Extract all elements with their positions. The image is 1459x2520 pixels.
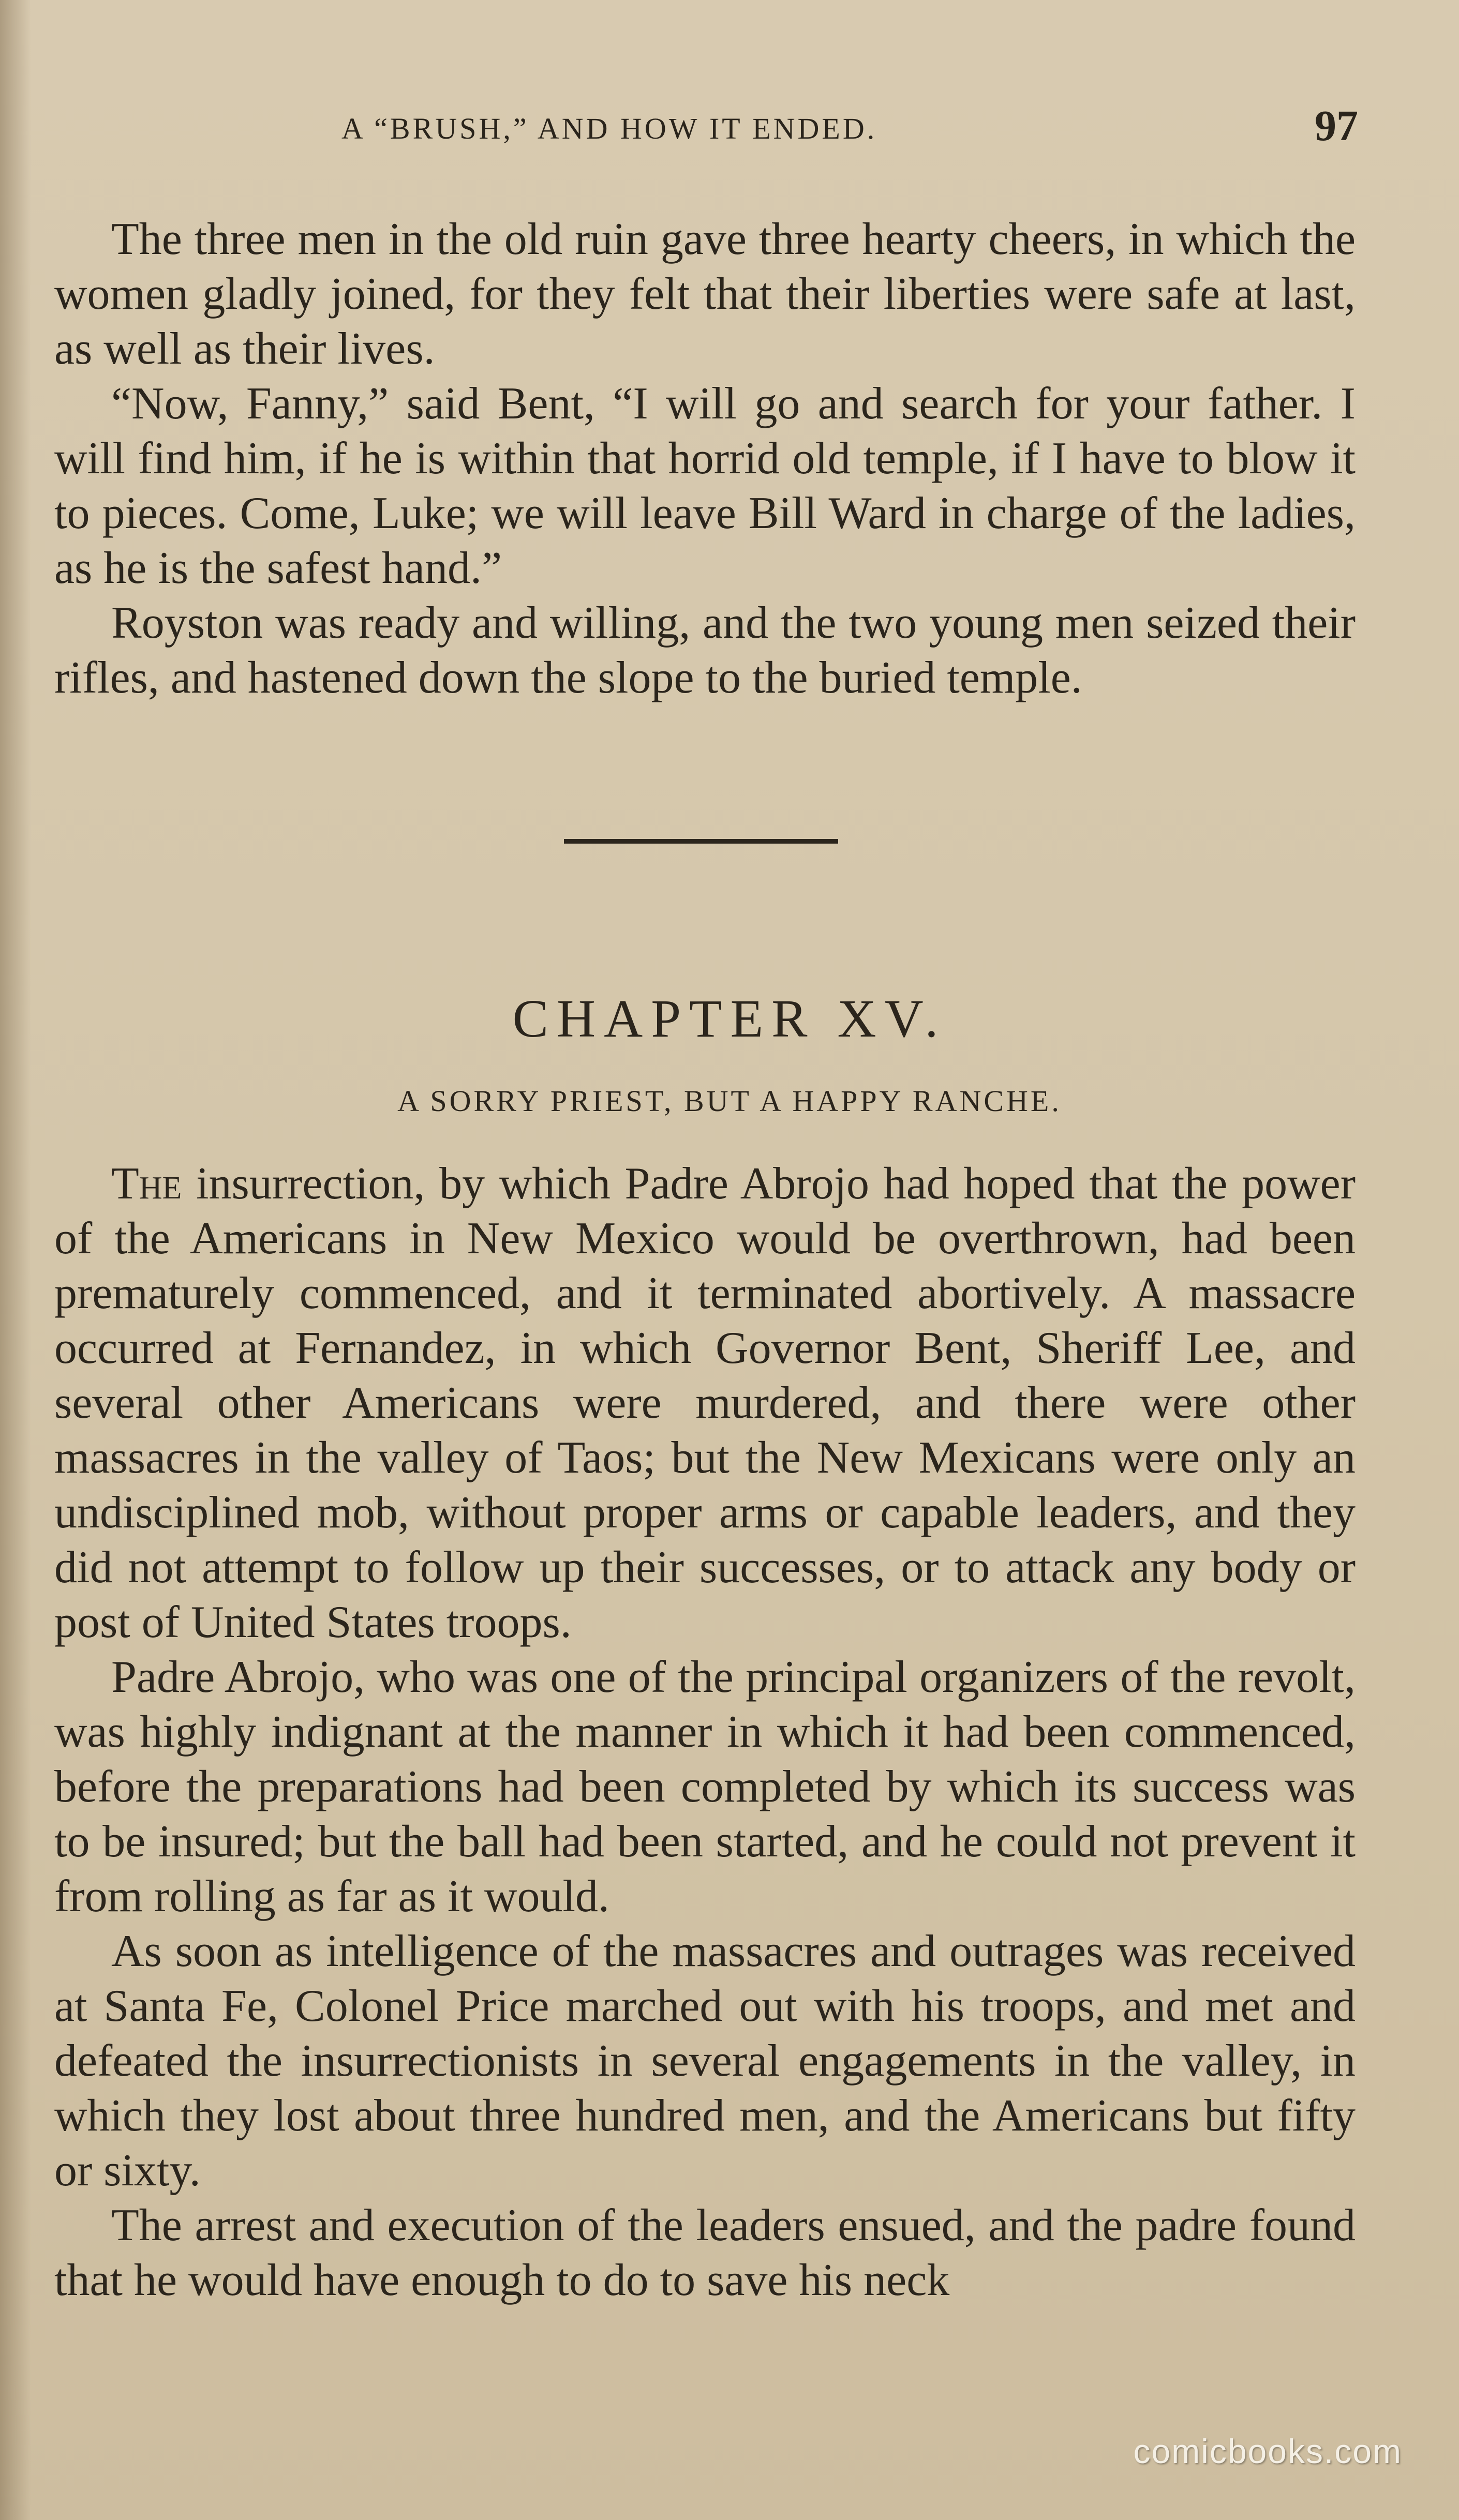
section-one-text bbox=[54, 212, 1356, 706]
opening-paragraph-text: insurrection, by which Padre Abrojo had hoped that the power of the Americans in New Mexico would be overthrown, had been prematurely commenced, and it terminated abortively. A massacre occurred at Fernandez, in which Governor Bent, Sheriff Lee, and several other Americans were murdered, and there were other massacres in the valley of Taos; but the New Mexicans were only an undisciplined mob, without proper arms or capable leaders, and they did not attempt to follow up their successes, or to attack any body or post of United States troops. bbox=[54, 1159, 1356, 1647]
chapter-subtitle: A SORRY PRIEST, BUT A HAPPY RANCHE. bbox=[397, 1084, 1062, 1118]
opening-paragraph bbox=[54, 1157, 1356, 1650]
running-title: A “BRUSH,” AND HOW IT ENDED. bbox=[341, 112, 877, 145]
paragraph: The arrest and execution of the leaders ensued, and the padre found that he would have enough to do to save his neck bbox=[54, 2200, 1356, 2305]
paragraph: As soon as intelligence of the massacres and outrages was received at Santa Fe, Colonel Price marched out with his troops, and met and defeated the insurrectionists in several engagements in the valley, in which they lost about three hundred men, and the Americans but fifty or sixty. bbox=[54, 1926, 1356, 2196]
opening-word: The bbox=[111, 1159, 182, 1209]
section-two-text bbox=[54, 1157, 1356, 2308]
chapter-title: CHAPTER XV. bbox=[512, 989, 947, 1048]
paragraph: Royston was ready and willing, and the two young men seized their rifles, and hastened down the slope to the buried temple. bbox=[54, 598, 1356, 703]
paragraph: The three men in the old ruin gave three hearty cheers, in which the women gladly joined, for they felt that their liberties were safe at last, as well as their lives. bbox=[54, 214, 1356, 374]
site-watermark: comicbooks.com bbox=[1133, 2432, 1402, 2470]
paragraph: “Now, Fanny,” said Bent, “I will go and search for your father. I will find him, if he is within that horrid old temple, if I have to blow it to pieces. Come, Luke; we will leave Bill Ward in charge of the ladies, as he is the safest hand.” bbox=[54, 379, 1356, 593]
page-gutter-shadow bbox=[0, 0, 31, 2520]
section-divider-rule bbox=[564, 839, 838, 844]
page-number: 97 bbox=[1315, 102, 1358, 150]
paragraph: Padre Abrojo, who was one of the principal organizers of the revolt, was highly indignant at the manner in which it had been commenced, before the preparations had been completed by which its success was to be insured; but the ball had been started, and he could not prevent it from rolling as far as it would. bbox=[54, 1652, 1356, 1922]
